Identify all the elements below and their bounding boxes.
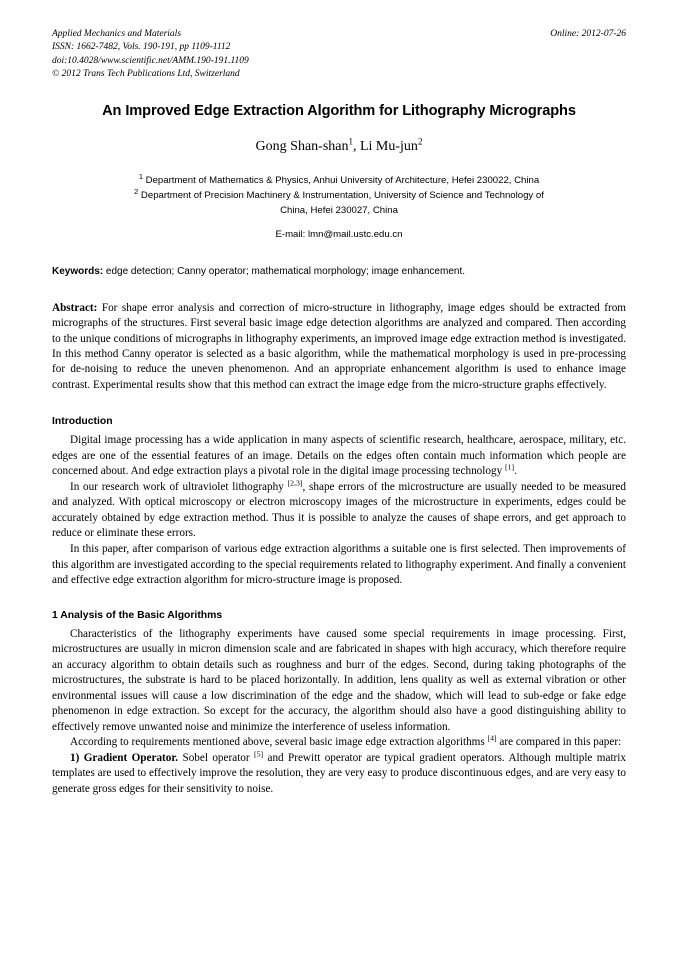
author-1-name: Gong Shan-shan (255, 138, 349, 154)
contact-email: E-mail: lmn@mail.ustc.edu.cn (275, 228, 403, 240)
introduction-paragraph-3: In this paper, after comparison of various edge extraction algorithms a suitable one is first selected. Then improvements of this algorithm are investigated according to the special requirements related to lithography experiment. And finally a convenient and effective edge extraction algorithm for micro-structure image is proposed. (52, 542, 626, 587)
section-1-heading: 1 Analysis of the Basic Algorithms (52, 609, 223, 621)
section-1-paragraph-1: Characteristics of the lithography experiments have caused some special requirements in image processing. First, microstructures are usually in micron dimension scale and are fabricated in shapes with high accuracy, which therefore require an accuracy algorithm to obtain details such as roughness and burr of the edges. Second, during taking photographs of the microstructures, the substrate is hard to be placed horizontally. In addition, lens quality as well as external vibration or other environmental issues will cause a low discrimination of the edge and the shadow, which will lead to sub-edge or fake edge phenomenon in edge extraction. So except for the accuracy, the algorithm should also have a good distinguishing ability to effectively remove unwanted noise and minimize the interference of useless information. (52, 627, 626, 733)
copyright-line: © 2012 Trans Tech Publications Ltd, Switzerland (52, 69, 240, 80)
section-1-paragraph-3 (52, 748, 626, 798)
affiliation-1-marker: 1 (138, 171, 143, 181)
citation-1: [1] (504, 462, 515, 472)
doi-line: doi:10.4028/www.scientific.net/AMM.190-191.1109 (52, 55, 249, 66)
introduction-paragraph-1 (52, 433, 626, 480)
author-1-affil-marker: 1 (348, 136, 353, 147)
journal-name: Applied Mechanics and Materials (52, 29, 182, 39)
sec1-p2-text-a: According to requirements mentioned above, several basic image edge extraction algorithms (70, 736, 488, 749)
abstract-block (52, 301, 626, 394)
affiliation-1-text: Department of Mathematics & Physics, Anhui University of Architecture, Hefei 230022, China (142, 174, 540, 186)
sec1-p3-text-a: Sobel operator (178, 751, 254, 764)
affiliation-2-text: Department of Precision Machinery & Instrumentation, University of Science and Technology of (138, 189, 544, 201)
keywords-block (52, 265, 626, 279)
page-header (52, 28, 626, 82)
sec1-p3-text-b: and Prewitt operator are typical gradient operators. Although multiple matrix templates are used to effectively improve the resolution, they are very easy to produce discontinuous edges, and are very easy to generate gross edges for their sensitivity to noise. (52, 751, 626, 795)
page-title: An Improved Edge Extraction Algorithm for Lithography Micrographs (102, 102, 576, 119)
citation-2-3: [2,3] (287, 478, 303, 488)
online-date: Online: 2012-07-26 (550, 29, 626, 39)
author-2-affil-marker: 2 (417, 136, 423, 147)
section-1-paragraph-2 (52, 735, 626, 751)
intro-p1-text-a: Digital image processing has a wide application in many aspects of scientific research, healthcare, aerospace, military, etc. edges are one of the essential features of an image. Details on the edges often contain much information which people are concerned about. And edge extraction plays a pivotal role in the digital image processing technology (52, 434, 626, 478)
gradient-operator-label: 1) Gradient Operator. (70, 751, 179, 764)
affiliations (52, 171, 626, 218)
intro-p1-text-b: . (514, 465, 517, 478)
sec1-p2-text-b: are compared in this paper: (496, 736, 622, 749)
keywords-text: edge detection; Canny operator; mathematical morphology; image enhancement. (103, 265, 466, 277)
intro-p2-text-b: , shape errors of the microstructure are usually needed to be measured and analyzed. With optical microscopy or electron microscopy images of the microstructure in experiments, edges could be accurately obtained by edge extraction method. Thus it is possible to analyze the causes of shape errors, and get approach to reduce or eliminate these errors. (52, 480, 626, 540)
citation-5: [5] (254, 748, 264, 758)
author-separator: , (352, 138, 360, 154)
abstract-label: Abstract: (52, 301, 98, 314)
introduction-paragraph-2 (52, 480, 626, 542)
introduction-heading: Introduction (52, 416, 113, 428)
intro-p2-text-a: In our research work of ultraviolet lithography (70, 480, 288, 493)
abstract-text: For shape error analysis and correction of micro-structure in lithography, image edges should be extracted from micrographs of the structures. First several basic image edge detection algorithms are analyzed and compared. Then according to the unique conditions of micrographs in lithography experiments, an improved image edge extraction method is investigated. In this method Canny operator is selected as a basic algorithm, while the mathematical morphology is used in pre-processing for de-noising to reduce the uneven phenomenon. And an appropriate enhancement algorithm is used to enhance image contrast. Experimental results show that this method can extract the image edge from the micro-structure graphs effectively. (52, 301, 626, 391)
author-2-name: Li Mu-jun (359, 138, 418, 154)
affiliation-2-cont: China, Hefei 230027, China (280, 204, 398, 216)
keywords-label: Keywords: (52, 265, 104, 277)
affiliation-2-marker: 2 (134, 186, 139, 196)
header-left-block (52, 28, 249, 82)
issn-line: ISSN: 1662-7482, Vols. 190-191, pp 1109-1112 (52, 42, 231, 53)
author-list (52, 136, 626, 155)
affiliation-2 (52, 186, 626, 203)
citation-4: [4] (487, 733, 497, 743)
